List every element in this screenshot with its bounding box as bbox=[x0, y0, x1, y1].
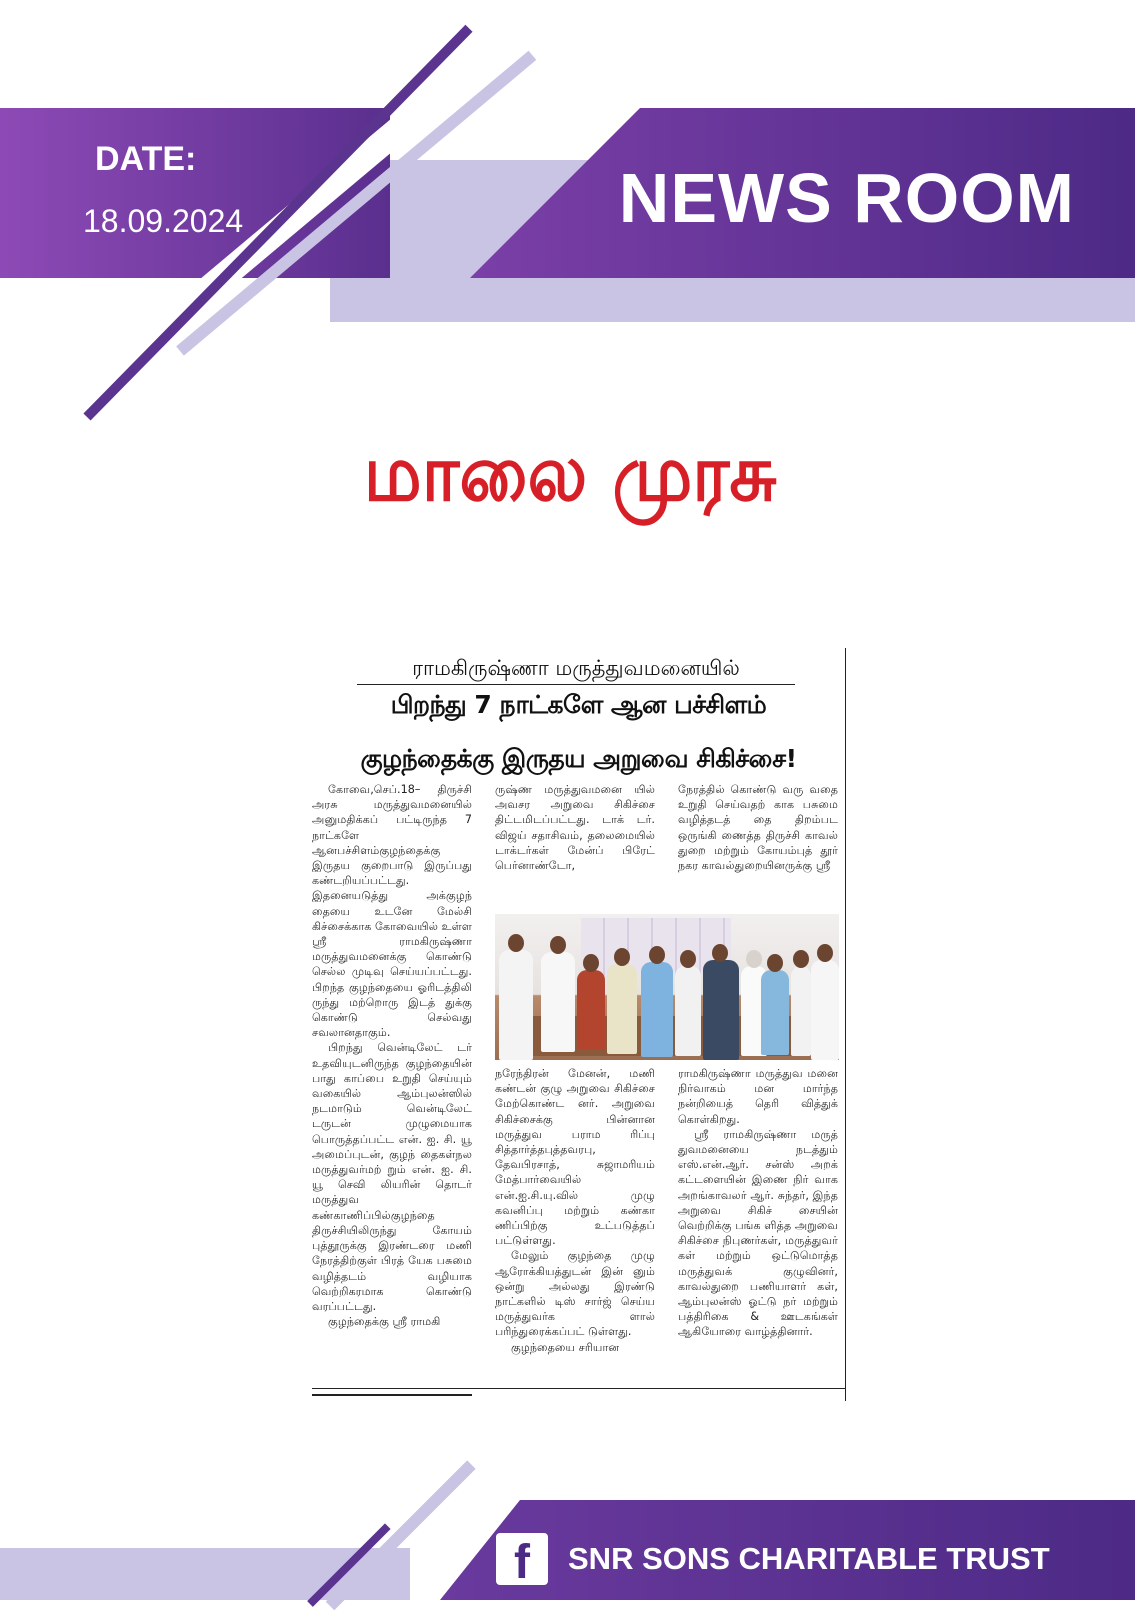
article-headline-line1: பிறந்து 7 நாட்களே ஆன பச்சிளம் bbox=[390, 690, 767, 719]
article-column-3-bottom bbox=[678, 1066, 838, 1388]
col3-paragraph-2: ராமகிருஷ்ணா மருத்துவ மனை நிர்வாகம் மன மார்ந்த நன்றியைத் தெரி வித்துக் கொள்கிறது. bbox=[678, 1067, 838, 1126]
col1-paragraph-1: கோவை,செப்.18– திருச்சி அரசு மருத்துவமனையில் அனுமதிக்கப் பட்டிருந்த 7 நாட்களே ஆனபச்சிளம்குழந்தைக்கு இருதய குறைபாடு இருப்பது கண்டறியப்பட்டது. இதனையடுத்து அக்குழந் தையை உடனே மேல்சி கிச்சைக்காக கோவையில் உள்ள ஸ்ரீ ராமகிருஷ்ணா மருத்துவமனைக்கு கொண்டு செல்ல முடிவு செய்யப்பட்டது. பிறந்த குழந்தையை ஓரிடத்திலி ருந்து மற்றொரு இடத் துக்கு கொண்டு செல்வது சவலானதாகும். bbox=[312, 783, 472, 1040]
col2-paragraph-4: குழந்தையை சரியான bbox=[511, 1340, 620, 1354]
article-column-2-top bbox=[495, 782, 655, 910]
col1-paragraph-3: குழந்தைக்கு ஸ்ரீ ராமகி bbox=[328, 1315, 441, 1329]
photo-person bbox=[499, 950, 533, 1060]
col2-paragraph-1: ருஷ்ண மருத்துவமனை யில் அவசர அறுவை சிகிச்சை திட்டமிடப்பட்டது. டாக் டர். விஜய் சதாசிவம், தலைமையில் டாக்டர்கள் மேன்ப் பிரேட் பெர்னாண்டோ, bbox=[495, 783, 655, 873]
photo-person-head bbox=[680, 950, 696, 968]
photo-person bbox=[761, 970, 789, 1055]
photo-person bbox=[791, 966, 811, 1056]
photo-person-head bbox=[793, 950, 809, 968]
photo-person-head bbox=[649, 946, 665, 964]
article-kicker: ராமகிருஷ்ணா மருத்துவமனையில் bbox=[357, 652, 795, 685]
photo-person bbox=[811, 960, 839, 1060]
col3-paragraph-1: நேரத்தில் கொண்டு வரு வதை உறுதி செய்வதற் காக பசுமை வழித்தடத் தை திறம்பட ஒருங்கி ணைத்த திருச்சி காவல் துறை மற்றும் கோயம்புத் தூர் நகர காவல்துறையினருக்கு ஸ்ரீ bbox=[678, 783, 838, 873]
clipping-bottom-rule bbox=[312, 1394, 472, 1396]
photo-person-head bbox=[817, 944, 833, 962]
page-title: NEWS ROOM bbox=[618, 159, 1075, 237]
article-column-3-top bbox=[678, 782, 838, 910]
organization-name: SNR SONS CHARITABLE TRUST bbox=[568, 1541, 1050, 1576]
photo-person-head bbox=[746, 950, 762, 968]
col2-paragraph-2: நரேந்திரன் மேனன், மணி கண்டன் குழு அறுவை சிகிச்சை மேற்கொண்ட னர். அறுவை சிகிச்சைக்கு பின்னான மருத்துவ பராம ரிப்பு சித்தார்த்தபுத்தவரபு, தேவபிரசாத், சுஜாமரியம் மேத்பார்வையில் என்.ஐ.சி.யு.வில் முழு கவனிப்பு மற்றும் கண்கா ணிப்பிற்கு உட்படுத்தப் பட்டுள்ளது. bbox=[495, 1067, 655, 1248]
newspaper-masthead-logo: மாலை முரசு bbox=[363, 427, 777, 519]
photo-person-head bbox=[712, 944, 728, 962]
photo-person bbox=[703, 960, 739, 1060]
photo-person-head bbox=[614, 948, 630, 966]
photo-person bbox=[607, 964, 637, 1054]
col2-paragraph-3: மேலும் குழந்தை முழு ஆரோக்கியத்துடன் இன் னும் ஒன்று அல்லது இரண்டு நாட்களில் டிஸ் சார்ஜ் செய்ய மருத்துவர்க ளால் பரிந்துரைக்கப்பட் டுள்ளது. bbox=[495, 1249, 655, 1339]
article-column-2-bottom bbox=[495, 1066, 655, 1388]
article-column-1 bbox=[312, 782, 472, 1392]
news-clipping bbox=[312, 648, 846, 1401]
clipping-bottom-rule bbox=[312, 1388, 845, 1389]
photo-person bbox=[541, 952, 575, 1052]
photo-person-head bbox=[583, 954, 599, 972]
col3-paragraph-3: ஸ்ரீ ராமகிருஷ்ணா மருத் துவமனையை நடத்தும் எஸ்.என்.ஆர். சன்ஸ் அறக் கட்டளையின் இணை நிர் வாக அறங்காவலர் ஆர். சுந்தர், இந்த அறுவை சிகிச் சையின் வெற்றிக்கு பங்க ளித்த அறுவை சிகிச்சை நிபுணர்கள், மருத்துவர் கள் மற்றும் ஒட்டுமொத்த மருத்துவக் குழுவினர், காவல்துறை பணியாளர் கள், ஆம்புலன்ஸ் ஓட்டு நர் மற்றும் பத்திரிகை & ஊடகங்கள் ஆகியோரை வாழ்த்தினார். bbox=[678, 1127, 838, 1339]
press-meet-photo bbox=[495, 914, 839, 1060]
date-label: DATE: bbox=[95, 140, 197, 178]
photo-person-head bbox=[508, 934, 524, 952]
photo-person bbox=[641, 962, 673, 1057]
date-value: 18.09.2024 bbox=[83, 203, 244, 239]
article-headline-line2: குழந்தைக்கு இருதய அறுவை சிகிச்சை! bbox=[360, 744, 797, 773]
facebook-icon[interactable]: f bbox=[496, 1533, 548, 1585]
photo-person bbox=[675, 966, 701, 1056]
col1-paragraph-2: பிறந்து வென்டிலேட் டர் உதவியுடனிருந்த குழந்தையின் பாது காப்பை உறுதி செய்யும் வகையில் ஆம்புலன்ஸில் நடமாடும் வென்டிலேட் டருடன் முழுமையாக பொருத்தப்பட்ட என். ஐ. சி. யூ அமைப்புடன், குழந் தைகள்நல மருத்துவர்மற் றும் என். ஐ. சி. யூ செவி லியரின் தொடர் மருத்துவ கண்காணிப்பில்குழந்தை திருச்சியிலிருந்து கோயம் புத்தூருக்கு இரண்டரை மணி நேரத்திற்குள் பிரத் யேக பசுமை வழித்தடம் வழியாக வெற்றிகரமாக கொண்டு வரப்பட்டது. bbox=[312, 1041, 472, 1313]
photo-person bbox=[577, 970, 605, 1050]
photo-person-head bbox=[767, 954, 783, 972]
photo-person-head bbox=[550, 936, 566, 954]
